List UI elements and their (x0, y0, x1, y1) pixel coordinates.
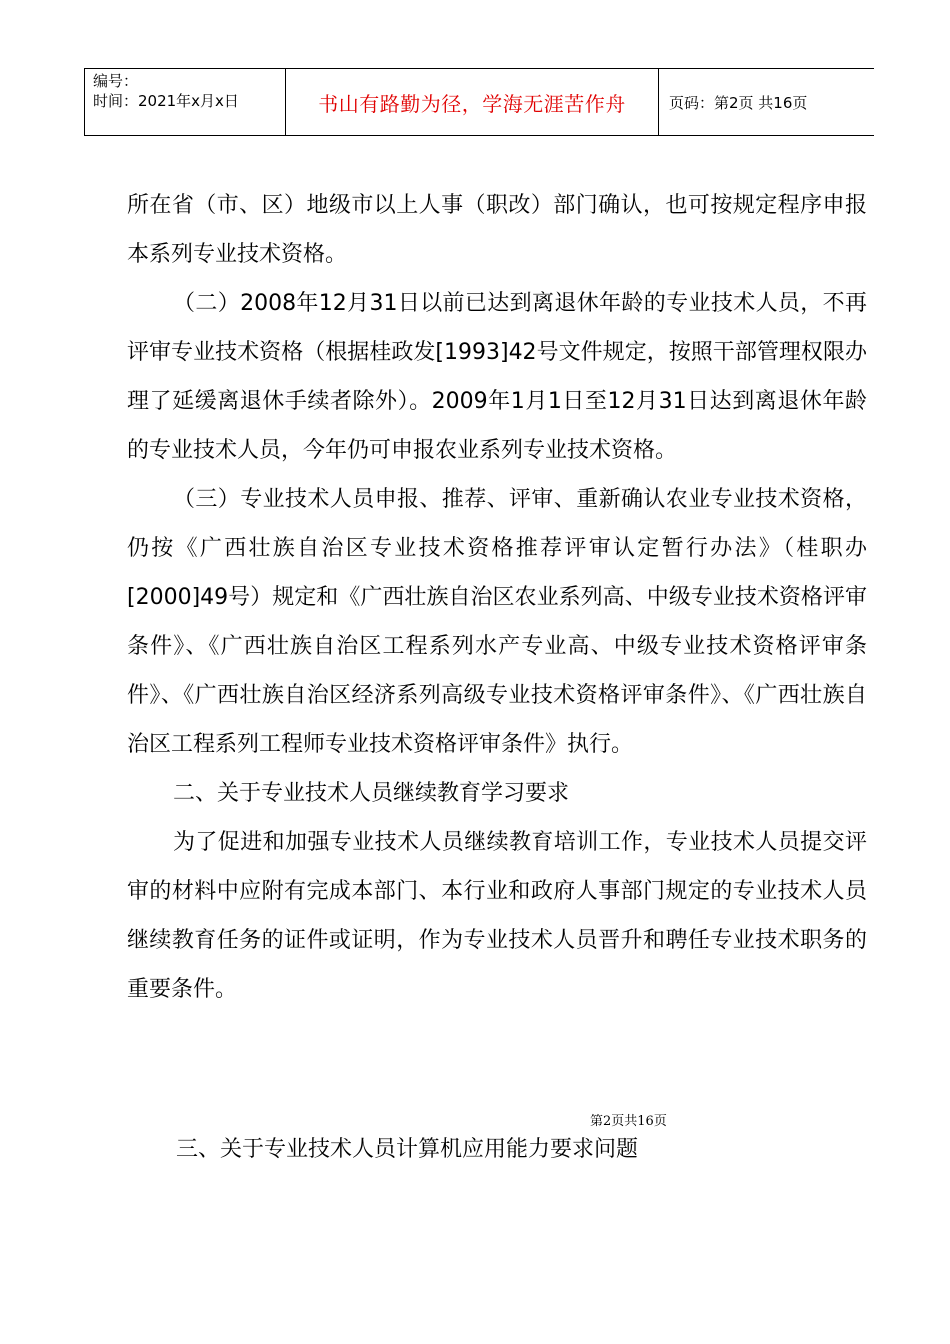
header-meta-cell (84, 69, 286, 135)
header-page-cell (659, 69, 874, 135)
paragraph-continuation: 所在省（市、区）地级市以上人事（职改）部门确认，也可按规定程序申报本系列专业技术资格。 (127, 193, 867, 267)
section-heading-3: 三、关于专业技术人员计算机应用能力要求问题 (176, 1137, 639, 1162)
serial-number-label: 编号： (93, 72, 139, 90)
document-body (127, 181, 867, 1014)
header-motto-cell (286, 69, 659, 135)
section-heading-2: 二、关于专业技术人员继续教育学习要求 (173, 781, 570, 806)
paragraph-item-2: （二）2008年12月31日以前已达到离退休年龄的专业技术人员，不再评审专业技术资格（根据桂政发[1993]42号文件规定，按照干部管理权限办理了延缓离退休手续者除外）。2009年1月1日至12月31日达到离退休年龄的专业技术人员，今年仍可申报农业系列专业技术资格。 (127, 291, 867, 463)
paragraph-continuing-education: 为了促进和加强专业技术人员继续教育培训工作，专业技术人员提交评审的材料中应附有完成本部门、本行业和政府人事部门规定的专业技术人员继续教育任务的证件或证明，作为专业技术人员晋升和聘任专业技术职务的重要条件。 (127, 830, 867, 1002)
paragraph-item-3: （三）专业技术人员申报、推荐、评审、重新确认农业专业技术资格，仍按《广西壮族自治区专业技术资格推荐评审认定暂行办法》（桂职办[2000]49号）规定和《广西壮族自治区农业系列高、中级专业技术资格评审条件》、《广西壮族自治区工程系列水产专业高、中级专业技术资格评审条件》、《广西壮族自治区经济系列高级专业技术资格评审条件》、《广西壮族自治区工程系列工程师专业技术资格评审条件》执行。 (127, 487, 867, 757)
document-header (84, 68, 874, 136)
page-number-label: 页码：第2页 共16页 (669, 93, 808, 112)
date-label: 时间：2021年x月x日 (93, 92, 239, 110)
motto-text: 书山有路勤为径，学海无涯苦作舟 (318, 91, 626, 116)
page-footer: 第2页共16页 (590, 1114, 667, 1129)
